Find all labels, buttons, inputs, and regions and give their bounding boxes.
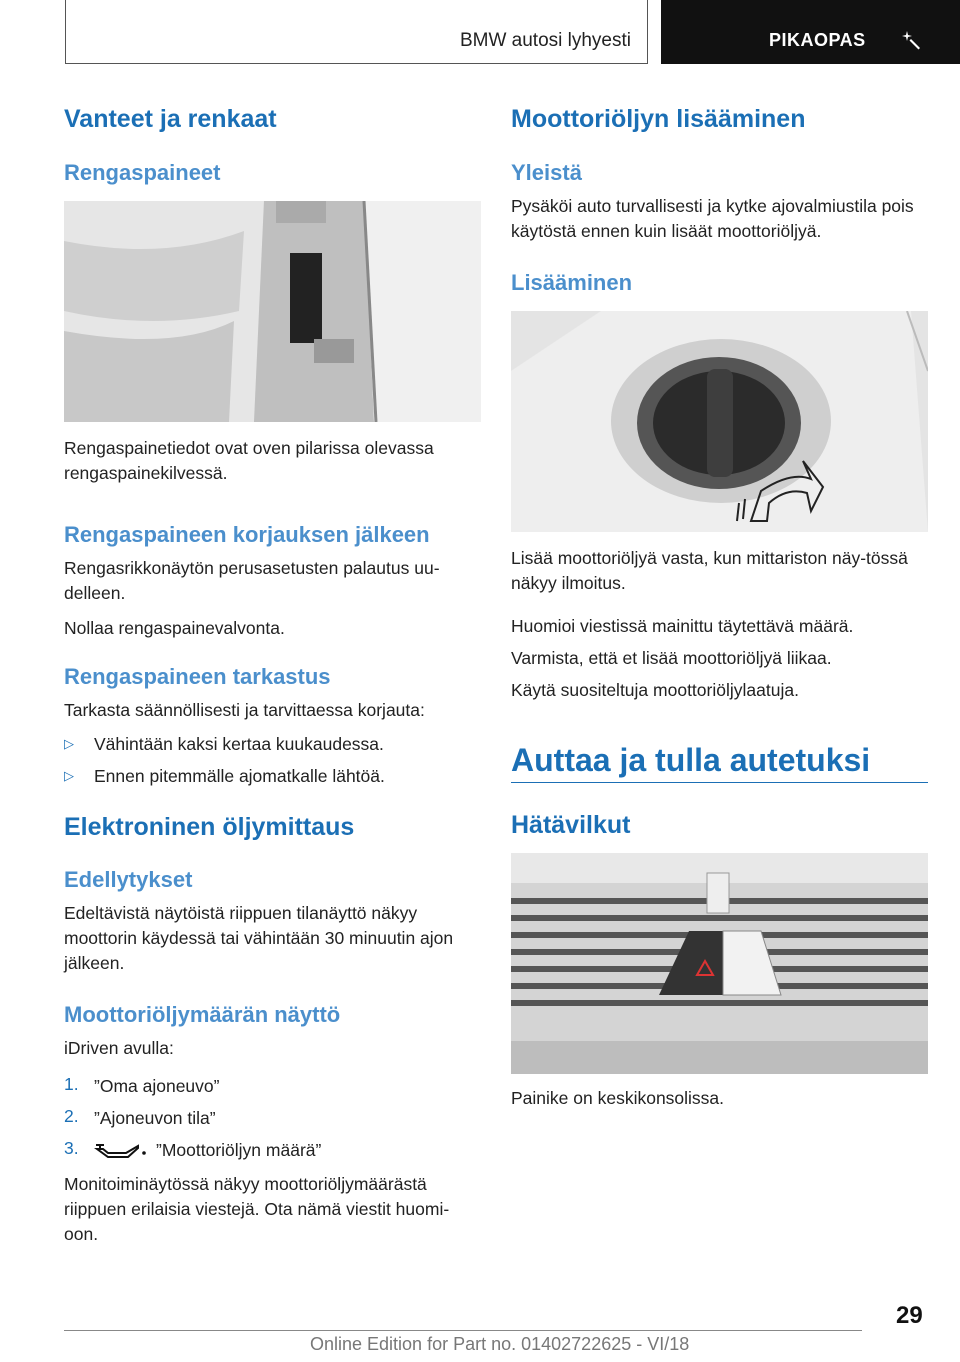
general-text: Pysäköi auto turvallisesti ja kytke ajovalmiustila pois käytöstä ennen kuin lisäät moottoriöljyä. (511, 196, 914, 241)
adding-text-2: Huomioi viestissä mainittu täytettävä määrä. (511, 616, 854, 636)
heading-assistance (511, 738, 928, 783)
list-item: ▷ Vähintään kaksi kertaa kuukaudessa. (64, 734, 384, 754)
list-item: 1. ”Oma ajoneuvo” (64, 1074, 220, 1096)
heading-general: Yleistä (511, 160, 582, 185)
door-pillar-photo (64, 201, 481, 422)
header-section-title: BMW autosi lyhyesti (459, 30, 631, 51)
bullet-triangle-icon: ▷ (64, 736, 74, 751)
header-section-box (65, 0, 648, 64)
wand-icon (901, 30, 923, 52)
after-repair-text: Rengasrikkonäytön perusasetusten palautus uu-delleen. (64, 558, 440, 603)
header-tab-quickguide[interactable] (661, 0, 960, 64)
oil-cap-photo (511, 311, 928, 532)
heading-adding: Lisääminen (511, 270, 633, 295)
page-number: 29 (896, 1302, 923, 1329)
oil-level-intro: iDriven avulla: (64, 1038, 174, 1058)
hazard-text: Painike on keskikonsolissa. (511, 1088, 725, 1108)
heading-pressure-check: Rengaspaineen tarkastus (64, 664, 331, 689)
heading-assistance-label: Auttaa ja tulla autetuksi (511, 742, 871, 778)
list-item: 3. ”Moottoriöljyn määrä” (64, 1138, 322, 1160)
list-item: 2. ”Ajoneuvon tila” (64, 1106, 216, 1128)
hazard-button-photo (511, 853, 928, 1074)
heading-wheels-tires: Vanteet ja renkaat (64, 105, 277, 133)
adding-text-1: Lisää moottoriöljyä vasta, kun mittariston näy-tössä näkyy ilmoitus. (511, 548, 908, 593)
heading-after-repair: Rengaspaineen korjauksen jälkeen (64, 522, 430, 547)
heading-oil-gauge: Elektroninen öljymittaus (64, 813, 355, 841)
adding-text-3: Varmista, että et lisää moottoriöljyä liikaa. (511, 648, 832, 668)
heading-hazard-lights: Hätävilkut (511, 811, 631, 839)
heading-requirements: Edellytykset (64, 867, 193, 892)
pressure-check-text: Tarkasta säännöllisesti ja tarvittaessa korjauta: (64, 700, 425, 720)
list-item: ▷ Ennen pitemmälle ajomatkalle lähtöä. (64, 766, 385, 786)
footer-edition: Online Edition for Part no. 01402722625 - VI/18 (310, 1334, 690, 1354)
heading-add-oil: Moottoriöljyn lisääminen (511, 105, 806, 133)
tire-pressure-text: Rengaspainetiedot ovat oven pilarissa olevassa rengaspainekilvessä. (64, 438, 434, 483)
heading-tire-pressure: Rengaspaineet (64, 160, 221, 185)
after-repair-text-2: Nollaa rengaspainevalvonta. (64, 618, 285, 638)
requirements-text: Edeltävistä näytöistä riippuen tilanäyttö näkyy moottorin käydessä tai vähintään 30 minuutin ajon jälkeen. (64, 903, 454, 973)
footer-divider (64, 1330, 862, 1331)
adding-text-4: Käytä suositeltuja moottoriöljylaatuja. (511, 680, 799, 700)
bullet-triangle-icon: ▷ (64, 768, 74, 783)
oil-level-outro: Monitoiminäytössä näkyy moottoriöljymäärästä riippuen erilaisia viestejä. Ota nämä viestit huomi-oon. (64, 1174, 450, 1244)
heading-oil-level: Moottoriöljymäärän näyttö (64, 1002, 341, 1027)
header-tab-label: PIKAOPAS (769, 30, 866, 50)
oil-can-icon (94, 1141, 148, 1161)
